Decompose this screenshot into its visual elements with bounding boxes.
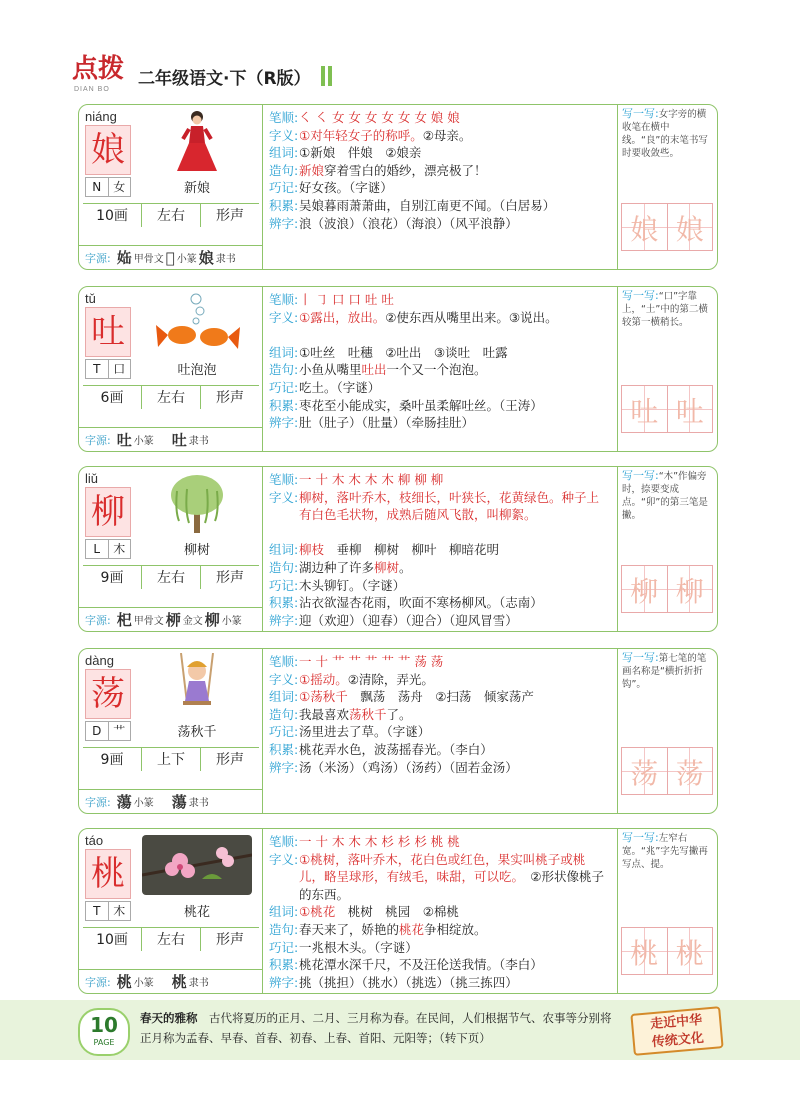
char-card-tao: [78, 828, 718, 994]
char-box: [85, 125, 131, 175]
goldfish-illustration: [135, 291, 259, 355]
sentence-highlight: 柳树: [374, 559, 400, 575]
seal-glyph: 桃: [116, 973, 132, 991]
char-info: [79, 829, 263, 993]
practice-cell: [621, 565, 668, 613]
words-highlight: 柳枝: [299, 542, 325, 558]
trace-char: 桃: [630, 937, 659, 970]
words-text: 桃树 桃园 ②棉桃: [335, 904, 459, 920]
char-box: [85, 487, 131, 537]
riddle-row: [269, 179, 612, 197]
char-details: [265, 287, 616, 432]
practice-cell: [667, 203, 714, 251]
practice-cell: [667, 385, 714, 433]
tip-text: 女字旁的横收笔在横中线。“良”的末笔书写时要收敛些。: [622, 109, 708, 159]
distinguish-row: [269, 414, 612, 432]
riddle-text: 一兆根木头。（字谜）: [299, 939, 418, 955]
row-label: 组词:: [269, 689, 299, 705]
structure: 左右: [142, 566, 201, 589]
meaning-text: ②母亲。: [422, 127, 472, 143]
book-title: 二年级语文·下（R版）: [138, 68, 311, 89]
trace-char: 荡: [675, 757, 704, 790]
char-box: [85, 669, 131, 719]
structure: 左右: [142, 204, 201, 227]
sentence-row: [269, 361, 612, 379]
poem-row: [269, 741, 612, 759]
char-info: [79, 467, 263, 631]
practice-grid: [622, 203, 713, 251]
meaning-row: [269, 671, 612, 689]
distinguish-row: [269, 759, 612, 777]
origin-label: 字源:: [85, 613, 111, 627]
radical-box: [85, 177, 131, 197]
meaning-highlight: ①桃树，落叶乔木，花白色或红色，果实叫桃子或桃儿，略呈球形，有绒毛，味甜，可以吃。: [299, 851, 586, 885]
distinguish-row: [269, 612, 612, 630]
example-word: 荡秋千: [177, 725, 217, 740]
stroke-order-row: [269, 291, 612, 309]
tip-label: 写一写:: [622, 289, 659, 302]
tip-label: 写一写:: [622, 107, 659, 120]
riddle-row: [269, 379, 612, 397]
tip-text: “木”作偏旁时，捺要变成点。“卯”的第三笔是撇。: [622, 471, 708, 521]
row-label: 积累:: [269, 957, 299, 973]
seal-glyph: 𡝘: [165, 248, 175, 267]
char-card-liu: [78, 466, 718, 632]
swing-girl-illustration: [135, 653, 259, 717]
meaning-row: [269, 127, 612, 145]
seal-line: 传统文化: [651, 1030, 705, 1051]
structure: 上下: [142, 748, 201, 771]
stroke-count: 10画: [83, 928, 142, 951]
seal-glyph: 蕩: [116, 793, 132, 811]
pinyin: liǔ: [85, 471, 99, 486]
char-card-tu: [78, 286, 718, 452]
clerical-glyph: 吐: [171, 431, 187, 449]
sentence-text: 春天来了，娇艳的: [299, 921, 400, 937]
poem-text: 沾衣欲湿杏花雨，吹面不寒杨柳风。（志南）: [299, 595, 543, 611]
practice-cell: [667, 565, 714, 613]
meaning-row: [269, 851, 612, 904]
script-name: 金文: [182, 616, 203, 627]
script-name: 隶书: [188, 436, 209, 447]
writing-tip: [622, 651, 713, 691]
char-details: [265, 467, 616, 629]
poem-text: 吴娘暮雨萧萧曲，自别江南更不闻。（白居易）: [299, 197, 556, 213]
stroke-count: 9画: [83, 566, 142, 589]
stroke-order-row: [269, 653, 612, 671]
words-row: [269, 144, 612, 162]
radical-box: [85, 539, 131, 559]
row-label: 巧记:: [269, 724, 299, 740]
seal-glyph: 吐: [116, 431, 132, 449]
distinguish-row: [269, 215, 612, 233]
char-details: [265, 829, 616, 991]
culture-seal: [630, 1006, 723, 1056]
meaning-row: [269, 309, 612, 344]
tip-label: 写一写:: [622, 469, 659, 482]
riddle-row: [269, 577, 612, 595]
sentence-text: 我最喜欢: [299, 706, 350, 722]
sentence-row: [269, 559, 612, 577]
poem-text: 桃花潭水深千尺，不及汪伦送我情。（李白）: [299, 957, 543, 973]
tip-text: 第七笔的笔画名称是“横折折折钩”。: [622, 653, 707, 690]
row-label: 组词:: [269, 145, 299, 161]
char-type: 形声: [216, 390, 244, 406]
row-label: 笔顺:: [269, 472, 299, 487]
seal-line: 走近中华: [649, 1012, 703, 1033]
char-type: 形声: [216, 570, 244, 586]
row-label: 造句:: [269, 559, 299, 575]
logo-subtext: DIAN BO: [74, 86, 110, 93]
big-char: 柳: [91, 492, 125, 532]
meaning-highlight: ①对年轻女子的称呼。: [299, 127, 423, 143]
char-details: [265, 105, 616, 232]
row-label: 积累:: [269, 741, 299, 757]
trace-char: 桃: [675, 937, 704, 970]
clerical-glyph: 桃: [171, 973, 187, 991]
tip-label: 写一写:: [622, 651, 659, 664]
row-label: 字义:: [269, 127, 299, 143]
meaning-highlight: 柳树，落叶乔木，枝细长，叶狭长，花黄绿色。种子上有白色毛状物，成熟后随风飞散，叫柳絮。: [299, 489, 600, 523]
trace-char: 吐: [675, 395, 704, 428]
char-type: 形声: [216, 208, 244, 224]
practice-grid: [622, 927, 713, 975]
stroke-order-row: [269, 109, 612, 127]
poem-row: [269, 956, 612, 974]
practice-cell: [667, 927, 714, 975]
origin-label: 字源:: [85, 433, 111, 447]
practice-grid: [622, 747, 713, 795]
clerical-glyph: 蕩: [171, 793, 187, 811]
meaning-text: ②形状像桃子的东西。: [299, 869, 604, 902]
row-label: 组词:: [269, 904, 299, 920]
char-origin: [79, 969, 262, 993]
char-stats: [83, 747, 259, 771]
index-letter: D: [86, 722, 109, 740]
riddle-text: 吃土。（字谜）: [299, 379, 381, 395]
structure: 左右: [142, 928, 201, 951]
row-label: 巧记:: [269, 577, 299, 593]
radical: 木: [113, 542, 126, 556]
structure: 左右: [142, 386, 201, 409]
char-box: [85, 307, 131, 357]
row-label: 造句:: [269, 362, 299, 378]
char-info: [79, 649, 263, 813]
practice-grid: [622, 565, 713, 613]
words-text: ①吐丝 吐穗 ②吐出 ③谈吐 吐露: [299, 344, 508, 360]
pinyin: táo: [85, 833, 104, 848]
row-label: 组词:: [269, 344, 299, 360]
script-name: 小篆: [133, 798, 154, 809]
stroke-order: 一 十 木 木 木 杉 杉 杉 桃 桃: [299, 834, 460, 849]
distinguish-text: 汤（米汤）（鸡汤）（汤药）（固若金汤）: [299, 759, 518, 775]
pinyin: tǔ: [85, 291, 96, 306]
row-label: 辨字:: [269, 974, 299, 990]
distinguish-text: 挑（挑担）（挑水）（挑选）（挑三拣四）: [299, 974, 518, 990]
row-label: 笔顺:: [269, 292, 299, 307]
stroke-order: ㇛ ㇛ 女 女 女 女 女 女 娘 娘: [299, 110, 460, 125]
words-row: [269, 344, 612, 362]
index-letter: T: [86, 360, 109, 378]
practice-cell: [621, 203, 668, 251]
char-stats: [83, 203, 259, 227]
origin-label: 字源:: [85, 795, 111, 809]
trace-char: 荡: [630, 757, 659, 790]
big-char: 吐: [91, 312, 125, 352]
char-card-dang: [78, 648, 718, 814]
writing-tip: [622, 831, 713, 871]
script-name: 小篆: [133, 978, 154, 989]
writing-practice: [617, 649, 717, 813]
radical: 木: [113, 904, 126, 918]
script-name: 小篆: [133, 436, 154, 447]
practice-cell: [621, 747, 668, 795]
script-name: 小篆: [221, 616, 242, 627]
char-origin: [79, 607, 262, 631]
trace-char: 吐: [630, 395, 659, 428]
char-origin: [79, 245, 262, 269]
row-label: 造句:: [269, 921, 299, 937]
stroke-count: 10画: [83, 204, 142, 227]
sentence-text: 。: [399, 559, 412, 575]
sentence-row: [269, 706, 612, 724]
page-number-value: 10: [90, 1013, 118, 1037]
riddle-text: 好女孩。（字谜）: [299, 180, 393, 196]
script-name: 小篆: [176, 254, 197, 265]
example-word: 新娘: [183, 181, 210, 196]
seal-glyph: 柳: [204, 611, 220, 629]
peach-blossom-photo: [135, 833, 259, 897]
meaning-row: [269, 489, 612, 542]
sentence-text: 争相绽放。: [424, 921, 487, 937]
publisher-logo: [72, 56, 128, 96]
sentence-text: 穿着雪白的婚纱，漂亮极了！: [324, 162, 487, 178]
oracle-glyph: 𣏌: [116, 611, 132, 629]
practice-cell: [667, 747, 714, 795]
row-label: 笔顺:: [269, 110, 299, 125]
row-label: 辨字:: [269, 759, 299, 775]
example-word: 桃花: [183, 905, 210, 920]
char-details: [265, 649, 616, 776]
words-text: ①新娘 伴娘 ②娘亲: [299, 145, 422, 161]
char-type: 形声: [216, 752, 244, 768]
row-label: 字义:: [269, 309, 299, 325]
distinguish-text: 肚（肚子）（肚量）（牵肠挂肚）: [299, 415, 475, 431]
writing-tip: [622, 107, 713, 160]
trace-char: 柳: [630, 575, 659, 608]
origin-label: 字源:: [85, 251, 111, 265]
note-text: 古代将夏历的正月、二月、三月称为春。在民间，人们根据节气、农事等分别将正月称为孟春、早春、首春、初春、上春、首阳、元阳等；（转下页）: [140, 1011, 612, 1045]
script-name: 隶书: [188, 978, 209, 989]
sentence-text: 湖边种了许多: [299, 559, 375, 575]
writing-tip: [622, 469, 713, 522]
row-label: 积累:: [269, 595, 299, 611]
words-text: 飘荡 荡舟 ②扫荡 倾家荡产: [347, 689, 534, 705]
char-stats: [83, 927, 259, 951]
script-name: 甲骨文: [133, 616, 164, 627]
bride-illustration: [135, 109, 259, 173]
distinguish-text: 浪（波浪）（浪花）（海浪）（风平浪静）: [299, 215, 518, 231]
row-label: 辨字:: [269, 612, 299, 628]
meaning-highlight: ①露出，放出。: [299, 309, 386, 325]
stroke-order-row: [269, 471, 612, 489]
char-stats: [83, 385, 259, 409]
trace-char: 柳: [675, 575, 704, 608]
radical-box: [85, 721, 131, 741]
words-row: [269, 541, 612, 559]
radical: 女: [113, 180, 126, 194]
row-label: 巧记:: [269, 379, 299, 395]
riddle-row: [269, 723, 612, 741]
writing-practice: [617, 829, 717, 993]
bronze-glyph: 桺: [165, 611, 181, 629]
sentence-text: 一个又一个泡泡。: [386, 362, 487, 378]
practice-cell: [621, 927, 668, 975]
writing-tip: [622, 289, 713, 329]
meaning-highlight: ①摇动。: [299, 671, 348, 687]
char-card-niang: [78, 104, 718, 270]
row-label: 字义:: [269, 489, 299, 505]
big-char: 桃: [91, 854, 125, 894]
char-info: [79, 105, 263, 269]
stroke-order-row: [269, 833, 612, 851]
sentence-highlight: 桃花: [399, 921, 425, 937]
row-label: 笔顺:: [269, 654, 299, 669]
willow-illustration: [135, 471, 259, 535]
big-char: 荡: [91, 674, 125, 714]
words-text: 垂柳 柳树 柳叶 柳暗花明: [324, 542, 500, 558]
row-label: 笔顺:: [269, 834, 299, 849]
page-number: [78, 1008, 130, 1056]
example-word: 柳树: [183, 543, 210, 558]
stroke-order: 一 十 艹 艹 艹 艹 艹 荡 荡: [299, 654, 444, 669]
script-name: 甲骨文: [133, 254, 164, 265]
page-header: [72, 56, 332, 96]
riddle-text: 木头铆钉。（字谜）: [299, 577, 406, 593]
stroke-count: 9画: [83, 748, 142, 771]
char-type: 形声: [216, 932, 244, 948]
index-letter: L: [86, 540, 109, 558]
tip-label: 写一写:: [622, 831, 659, 844]
sentence-row: [269, 162, 612, 180]
poem-row: [269, 397, 612, 415]
radical-box: [85, 901, 131, 921]
practice-cell: [621, 385, 668, 433]
stroke-order: 一 十 木 木 木 木 柳 柳 柳: [299, 472, 444, 487]
index-letter: T: [86, 902, 109, 920]
words-highlight: ①荡秋千: [299, 689, 348, 705]
distinguish-text: 迎（欢迎）（迎春）（迎合）（迎风冒雪）: [299, 612, 518, 628]
stroke-order: 丨 ㇆ 口 口 吐 吐: [299, 292, 394, 307]
words-highlight: ①桃花: [299, 904, 336, 920]
meaning-text: ②使东西从嘴里出来。③说出。: [385, 309, 558, 325]
page-label: PAGE: [93, 1038, 115, 1047]
stroke-count: 6画: [83, 386, 142, 409]
poem-text: 枣花至小能成实，桑叶虽柔解吐丝。（王涛）: [299, 397, 543, 413]
row-label: 积累:: [269, 397, 299, 413]
radical: 口: [113, 362, 126, 376]
meaning-text: ②清除，弄光。: [347, 671, 434, 687]
poem-row: [269, 594, 612, 612]
culture-note: [140, 1008, 620, 1048]
script-name: 隶书: [215, 254, 236, 265]
poem-row: [269, 197, 612, 215]
header-decoration: [321, 66, 332, 86]
sentence-highlight: 荡秋千: [349, 706, 387, 722]
logo-text: 点拨: [72, 54, 125, 84]
sentence-highlight: 吐出: [361, 362, 387, 378]
oracle-glyph: 𡜊: [116, 248, 132, 267]
row-label: 造句:: [269, 706, 299, 722]
writing-practice: [617, 287, 717, 451]
example-word: 吐泡泡: [177, 363, 217, 378]
origin-label: 字源:: [85, 975, 111, 989]
row-label: 辨字:: [269, 415, 299, 431]
poem-text: 桃花弄水色，波荡摇春光。（李白）: [299, 741, 493, 757]
riddle-row: [269, 939, 612, 957]
char-info: [79, 287, 263, 451]
words-row: [269, 903, 612, 921]
trace-char: 娘: [630, 213, 659, 246]
script-name: 隶书: [188, 798, 209, 809]
row-label: 字义:: [269, 671, 299, 687]
row-label: 字义:: [269, 851, 299, 867]
riddle-text: 汤里进去了草。（字谜）: [299, 724, 431, 740]
words-row: [269, 688, 612, 706]
row-label: 辨字:: [269, 215, 299, 231]
row-label: 巧记:: [269, 180, 299, 196]
row-label: 造句:: [269, 162, 299, 178]
index-letter: N: [86, 178, 109, 196]
note-title: 春天的雅称: [140, 1011, 198, 1025]
writing-practice: [617, 467, 717, 631]
char-box: [85, 849, 131, 899]
row-label: 组词:: [269, 542, 299, 558]
row-label: 巧记:: [269, 939, 299, 955]
sentence-row: [269, 921, 612, 939]
pinyin: niáng: [85, 109, 117, 124]
practice-grid: [622, 385, 713, 433]
pinyin: dàng: [85, 653, 114, 668]
char-stats: [83, 565, 259, 589]
clerical-glyph: 娘: [198, 249, 214, 267]
char-origin: [79, 427, 262, 451]
tip-text: “口”字靠上，“土”中的第二横较第一横稍长。: [622, 291, 708, 328]
sentence-text: 小鱼从嘴里: [299, 362, 362, 378]
sentence-highlight: 新娘: [299, 162, 325, 178]
writing-practice: [617, 105, 717, 269]
radical-box: [85, 359, 131, 379]
sentence-text: 了。: [386, 706, 412, 722]
trace-char: 娘: [675, 213, 704, 246]
row-label: 积累:: [269, 197, 299, 213]
char-origin: [79, 789, 262, 813]
radical: 艹: [113, 724, 126, 738]
distinguish-row: [269, 974, 612, 992]
tip-text: 左窄右宽。“兆”字先写撇再写点、提。: [622, 833, 708, 870]
big-char: 娘: [91, 130, 125, 170]
